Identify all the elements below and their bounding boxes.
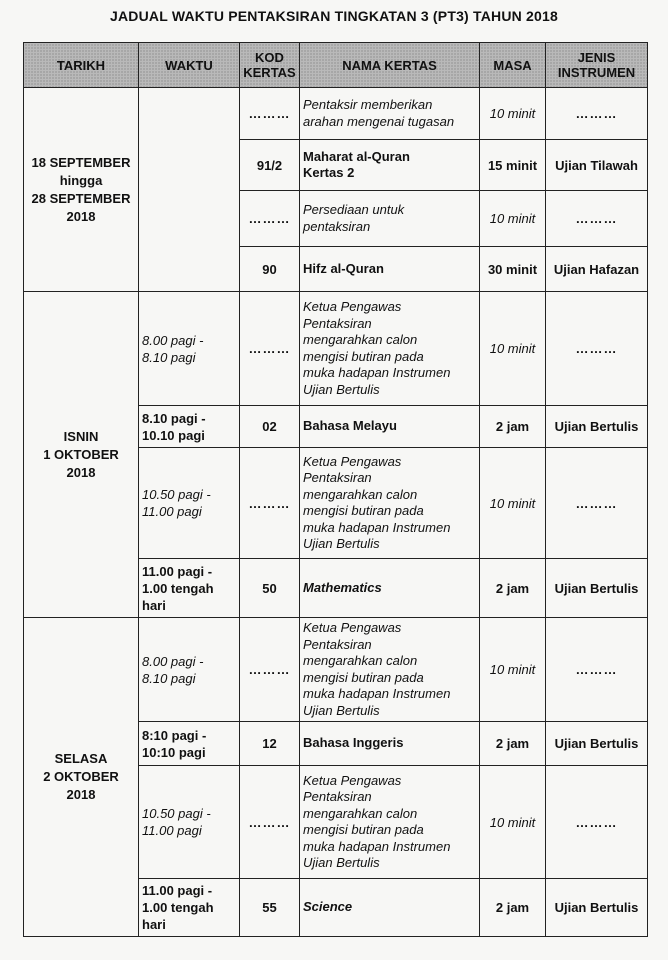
paper-name-line: mengisi butiran pada bbox=[303, 348, 424, 364]
paper-name-line: Pentaksiran bbox=[303, 470, 372, 485]
instrument-type: ……… bbox=[546, 292, 648, 406]
instrument-type: Ujian Bertulis bbox=[546, 879, 648, 937]
paper-code: 02 bbox=[240, 406, 300, 448]
header-jenis-label-1: JENIS bbox=[577, 50, 616, 65]
exam-timetable bbox=[23, 42, 648, 937]
paper-name-line: mengisi butiran pada bbox=[303, 822, 424, 837]
time-line: 8.00 pagi - bbox=[142, 653, 204, 669]
paper-code: ……… bbox=[240, 448, 300, 559]
header-jenis bbox=[546, 43, 648, 88]
header-masa-label: MASA bbox=[493, 57, 532, 73]
date-text: 28 SEPTEMBER bbox=[31, 190, 131, 206]
time-line: 10.50 pagi - bbox=[142, 487, 211, 502]
time-line: 11.00 pagi - bbox=[142, 883, 213, 898]
header-jenis-label-2: INSTRUMEN bbox=[557, 65, 636, 80]
time-line: 11.00 pagi bbox=[142, 823, 202, 838]
instrument-type: ……… bbox=[546, 191, 648, 247]
date-text: 2 OKTOBER bbox=[43, 769, 119, 784]
paper-name-line: Ujian Bertulis bbox=[303, 536, 380, 551]
time-line: 11.00 pagi - bbox=[142, 563, 213, 579]
paper-name bbox=[300, 448, 480, 559]
table-row bbox=[24, 292, 648, 406]
paper-code: ……… bbox=[240, 88, 300, 140]
time-line: 10.10 pagi bbox=[142, 427, 205, 443]
paper-code: 91/2 bbox=[240, 140, 300, 191]
date-cell-2 bbox=[24, 292, 139, 618]
time-line: 11.00 pagi bbox=[142, 504, 202, 519]
date-text: 18 SEPTEMBER bbox=[31, 154, 131, 170]
time-cell bbox=[139, 292, 240, 406]
date-cell-3 bbox=[24, 618, 139, 937]
header-nama-label: NAMA KERTAS bbox=[342, 57, 437, 73]
instrument-type: Ujian Bertulis bbox=[546, 406, 648, 448]
header-row bbox=[24, 43, 648, 88]
header-waktu bbox=[139, 43, 240, 88]
paper-name-line: mengisi butiran pada bbox=[303, 503, 424, 518]
date-text: ISNIN bbox=[63, 428, 99, 444]
instrument-type: ……… bbox=[546, 448, 648, 559]
instrument-type: Ujian Bertulis bbox=[546, 722, 648, 766]
paper-name-line: Ketua Pengawas bbox=[303, 772, 402, 788]
paper-name-line: Pentaksiran bbox=[303, 636, 372, 652]
paper-name-line: mengarahkan calon bbox=[303, 653, 418, 668]
instrument-type: Ujian Tilawah bbox=[546, 140, 648, 191]
date-text: hingga bbox=[59, 172, 103, 188]
paper-name: Science bbox=[300, 879, 480, 937]
paper-name bbox=[300, 88, 480, 140]
date-text: 2018 bbox=[66, 787, 96, 802]
paper-name bbox=[300, 191, 480, 247]
time-cell bbox=[139, 766, 240, 879]
paper-code: 50 bbox=[240, 559, 300, 618]
paper-name-line: muka hadapan Instrumen bbox=[303, 519, 451, 535]
instrument-type: ……… bbox=[546, 88, 648, 140]
time-cell-empty bbox=[139, 88, 240, 292]
time-cell bbox=[139, 618, 240, 722]
duration: 2 jam bbox=[480, 722, 546, 766]
date-cell-1 bbox=[24, 88, 139, 292]
header-tarikh-label: TARIKH bbox=[56, 57, 106, 73]
date-text: SELASA bbox=[54, 751, 108, 766]
paper-name-line: Maharat al-Quran bbox=[303, 148, 410, 164]
duration: 10 minit bbox=[480, 191, 546, 247]
duration: 10 minit bbox=[480, 292, 546, 406]
paper-name: Hifz al-Quran bbox=[300, 247, 480, 292]
duration: 10 minit bbox=[480, 88, 546, 140]
paper-name-line: Pentaksiran bbox=[303, 789, 372, 804]
paper-name-line: mengarahkan calon bbox=[303, 486, 418, 502]
duration: 30 minit bbox=[480, 247, 546, 292]
paper-name-line: mengisi butiran pada bbox=[303, 669, 424, 685]
paper-code: ……… bbox=[240, 191, 300, 247]
paper-name-line: Pentaksir memberikan bbox=[303, 97, 433, 112]
paper-name-line: Persediaan untuk bbox=[303, 202, 405, 217]
duration: 2 jam bbox=[480, 559, 546, 618]
paper-name: Mathematics bbox=[300, 559, 480, 618]
instrument-type: Ujian Bertulis bbox=[546, 559, 648, 618]
time-line: 8.10 pagi bbox=[142, 349, 196, 365]
duration: 15 minit bbox=[480, 140, 546, 191]
paper-name bbox=[300, 140, 480, 191]
paper-name-line: Ketua Pengawas bbox=[303, 453, 402, 469]
header-kod-label-1: KOD bbox=[255, 50, 284, 65]
time-line: 10:10 pagi bbox=[142, 744, 206, 760]
date-text: 2018 bbox=[66, 208, 96, 224]
header-nama bbox=[300, 43, 480, 88]
header-masa bbox=[480, 43, 546, 88]
duration: 2 jam bbox=[480, 879, 546, 937]
instrument-type: ……… bbox=[546, 618, 648, 722]
time-cell bbox=[139, 559, 240, 618]
paper-name-line: mengarahkan calon bbox=[303, 332, 418, 347]
time-line: 8.10 pagi - bbox=[142, 410, 206, 426]
paper-name-line: pentaksiran bbox=[303, 218, 371, 234]
header-waktu-label: WAKTU bbox=[165, 57, 213, 73]
document-title: JADUAL WAKTU PENTAKSIRAN TINGKATAN 3 (PT3) TAHUN 2018 bbox=[110, 8, 558, 24]
paper-name-line: Ujian Bertulis bbox=[303, 702, 380, 718]
time-line: 1.00 tengah bbox=[142, 900, 214, 915]
time-line: 8:10 pagi - bbox=[142, 727, 207, 743]
paper-name-line: Ketua Pengawas bbox=[303, 299, 402, 314]
time-cell bbox=[139, 722, 240, 766]
header-tarikh bbox=[24, 43, 139, 88]
duration: 10 minit bbox=[480, 766, 546, 879]
paper-name bbox=[300, 292, 480, 406]
paper-name: Bahasa Inggeris bbox=[300, 722, 480, 766]
date-text: 1 OKTOBER bbox=[43, 446, 119, 462]
paper-name: Bahasa Melayu bbox=[300, 406, 480, 448]
duration: 10 minit bbox=[480, 618, 546, 722]
time-line: 8.10 pagi bbox=[142, 670, 196, 686]
paper-name-line: Pentaksiran bbox=[303, 315, 372, 331]
paper-name-line: muka hadapan Instrumen bbox=[303, 686, 451, 701]
header-kod-label-2: KERTAS bbox=[243, 65, 296, 80]
paper-code: 55 bbox=[240, 879, 300, 937]
paper-code: ……… bbox=[240, 766, 300, 879]
time-cell bbox=[139, 448, 240, 559]
paper-code: ……… bbox=[240, 292, 300, 406]
time-cell bbox=[139, 879, 240, 937]
paper-name-line: Ujian Bertulis bbox=[303, 855, 380, 870]
paper-code: 90 bbox=[240, 247, 300, 292]
instrument-type: ……… bbox=[546, 766, 648, 879]
time-cell bbox=[139, 406, 240, 448]
paper-name-line: Ketua Pengawas bbox=[303, 620, 402, 635]
paper-name bbox=[300, 766, 480, 879]
paper-code: ……… bbox=[240, 618, 300, 722]
table-row bbox=[24, 618, 648, 722]
time-line: 8.00 pagi - bbox=[142, 332, 204, 348]
time-line: 1.00 tengah bbox=[142, 580, 214, 596]
time-line: 10.50 pagi - bbox=[142, 806, 211, 821]
paper-name-line: Kertas 2 bbox=[303, 165, 355, 180]
paper-name-line: Ujian Bertulis bbox=[303, 381, 380, 397]
date-text: 2018 bbox=[66, 464, 96, 480]
instrument-type: Ujian Hafazan bbox=[546, 247, 648, 292]
table-row bbox=[24, 88, 648, 140]
time-line: hari bbox=[142, 917, 166, 932]
paper-name-line: muka hadapan Instrumen bbox=[303, 838, 451, 854]
time-line: hari bbox=[142, 597, 166, 613]
paper-name-line: mengarahkan calon bbox=[303, 805, 418, 821]
duration: 2 jam bbox=[480, 406, 546, 448]
paper-name-line: arahan mengenai tugasan bbox=[303, 113, 455, 129]
paper-name bbox=[300, 618, 480, 722]
paper-name-line: muka hadapan Instrumen bbox=[303, 365, 451, 380]
header-kod bbox=[240, 43, 300, 88]
paper-code: 12 bbox=[240, 722, 300, 766]
duration: 10 minit bbox=[480, 448, 546, 559]
